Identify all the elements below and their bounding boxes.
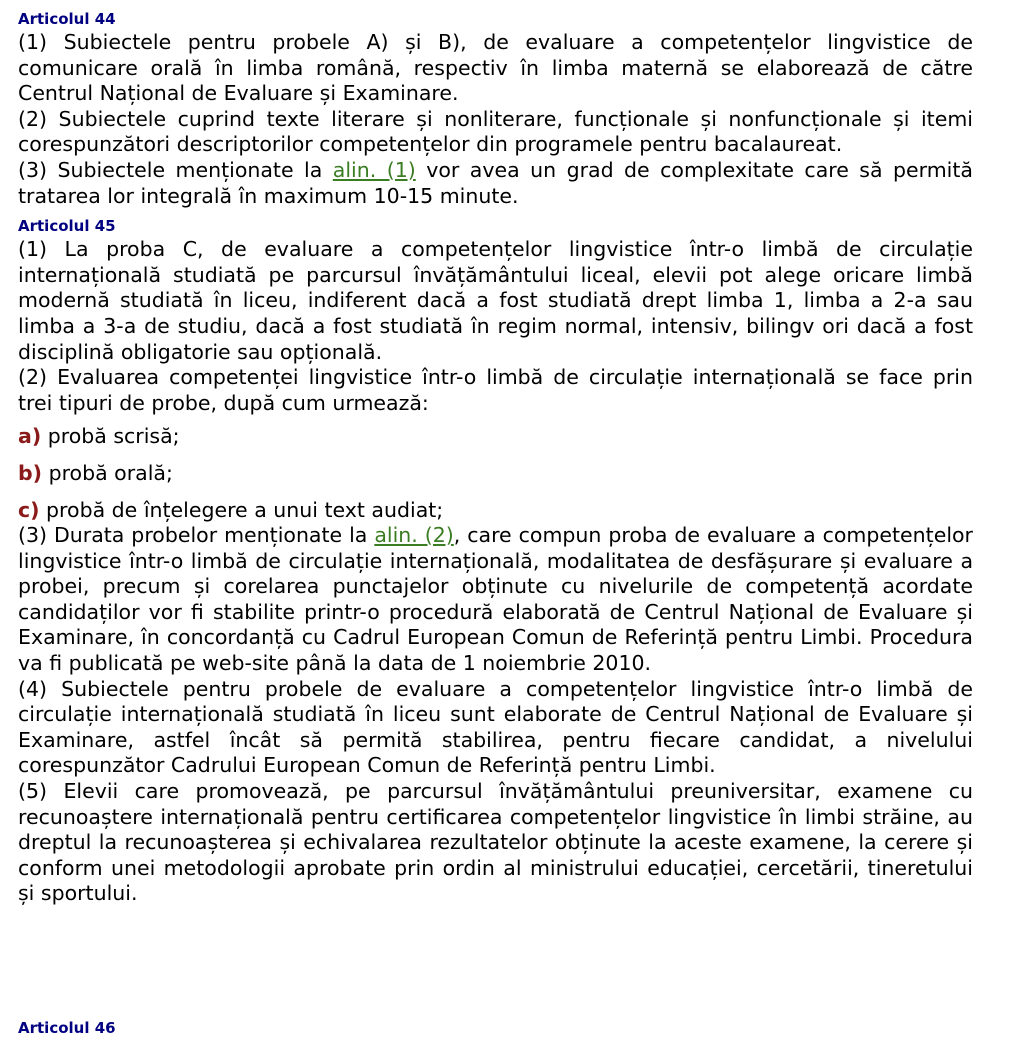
list-item-text: probă de înțelegere a unui text audiat; <box>39 497 444 522</box>
paragraph-4: (4) Subiectele pentru probele de evaluare a competențelor lingvistice într-o limbă de circulație internațională studiată în liceu sunt elaborate de Centrul Național de Evaluare și Examinare, astfel încât să permită stabilirea, pentru fiecare candidat, a nivelului corespunzător Cadrului European Comun de Referință pentru Limbi. <box>18 676 973 778</box>
list-item-letter: c) <box>18 497 40 522</box>
paragraph-3 <box>18 158 973 209</box>
paragraph-1: (1) Subiectele pentru probele A) și B), de evaluare a competențelor lingvistice de comunicare orală în limba română, respectiv în limba maternă se elaborează de către Centrul Național de Evaluare și Examinare. <box>18 30 973 106</box>
paragraph-5: (5) Elevii care promovează, pe parcursul învățământului preuniversitar, examene cu recunoaștere internațională pentru certificarea competențelor lingvistice în limbi străine, au dreptul la recunoașterea și echivalarea rezultatelor obținute la aceste examene, la cerere și conform unei metodologii aprobate prin ordin al ministrului educației, cercetării, tineretului și sportului. <box>18 779 973 906</box>
paragraph-1: (1) La proba C, de evaluare a competențelor lingvistice într-o limbă de circulație internațională studiată pe parcursul învățământului liceal, elevii pot alege oricare limbă modernă studiată în liceu, indiferent dacă a fost studiată drept limba 1, limba a 2-a sau limba a 3-a de studiu, dacă a fost studiată în regim normal, intensiv, bilingv ori dacă a fost disciplină obligatorie sau opțională. <box>18 237 973 364</box>
list-item-text: probă orală; <box>42 460 173 485</box>
reference-link-alin-1[interactable]: alin. (1) <box>332 157 416 182</box>
list-item <box>18 424 973 450</box>
article-title: Articolul 44 <box>18 10 116 28</box>
paragraph-3-text-end: vor avea un grad de complexitate care să permită tratarea lor integrală în maximum 10-15 minute. <box>18 157 973 208</box>
document-page <box>18 8 973 907</box>
next-article-title: Articolul 46 <box>18 1019 116 1037</box>
paragraph-3-text-start: (3) Subiectele menționate la <box>18 157 333 182</box>
paragraph-3 <box>18 523 973 677</box>
list-item-text: probă scrisă; <box>41 424 180 449</box>
paragraph-2: (2) Subiectele cuprind texte literare și nonliterare, funcționale și nonfuncționale și itemi corespunzători descriptorilor competențelor din programele pentru bacalaureat. <box>18 106 973 157</box>
list-item-letter: a) <box>18 424 42 449</box>
article-45 <box>18 215 973 907</box>
list-item <box>18 461 973 487</box>
article-44 <box>18 8 973 209</box>
paragraph-3-text-end: , care compun proba de evaluare a competențelor lingvistice într-o limbă de circulație internațională, modalitatea de desfășurare și evaluare a probei, precum și corelarea punctajelor obținute cu nivelurile de competență acordate candidaților vor fi stabilite printr-o procedură elaborată de Centrul Național de Evaluare și Examinare, în concordanță cu Cadrul European Comun de Referință pentru Limbi. Procedura va fi publicată pe web-site până la data de 1 noiembrie 2010. <box>18 523 973 676</box>
article-title: Articolul 45 <box>18 217 116 236</box>
reference-link-alin-2[interactable]: alin. (2) <box>374 523 454 548</box>
paragraph-3-text-start: (3) Durata probelor menționate la <box>18 523 375 548</box>
paragraph-2: (2) Evaluarea competenței lingvistice într-o limbă de circulație internațională se face prin trei tipuri de probe, după cum urmează: <box>18 365 973 415</box>
list-item-letter: b) <box>18 460 43 485</box>
list-item <box>18 498 973 524</box>
